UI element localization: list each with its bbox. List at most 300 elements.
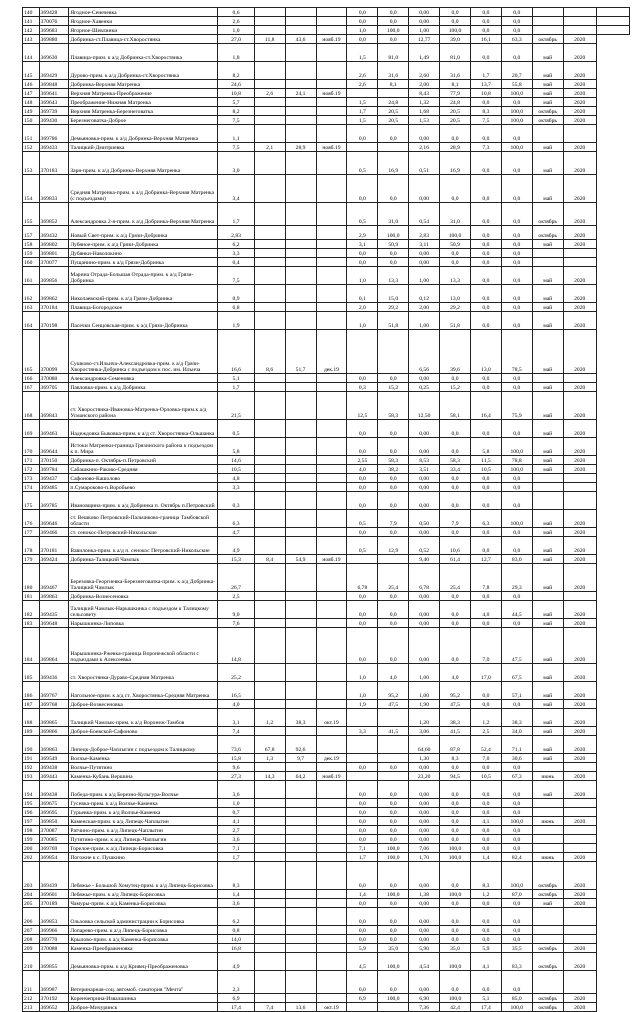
cell-len: 73,6 [218,736,254,754]
table-row [23,862,630,890]
cell-v2: 50,9 [378,240,409,249]
cell-n: 194 [23,781,40,799]
cell-v2 [378,754,409,763]
cell-v5: 6,3 [470,510,501,528]
cell-since [316,116,347,125]
cell-v1: 0,0 [347,35,378,44]
cell-len: 16,8 [218,944,254,953]
cell-len: 3,3 [218,483,254,492]
cell-b [285,564,316,592]
cell-n: 142 [23,26,40,35]
cell-id: 369852 [39,203,69,226]
cell-v7: май [532,392,563,420]
cell-v4: 0,0 [440,808,471,817]
table-row [23,1003,630,1012]
cell-since [316,736,347,754]
cell-id: 369739 [39,107,69,116]
table-row [23,899,630,908]
cell-name: Верхняя Матренка-Березнеговатка [69,107,218,116]
cell-since [316,438,347,456]
cell-b: 92,6 [285,736,316,754]
cell-id: 370076 [39,17,69,26]
cell-n: 199 [23,835,40,844]
cell-v5: 0,0 [470,537,501,555]
cell-v1: 0,0 [347,528,378,537]
cell-month [563,844,596,853]
table-row [23,564,630,592]
cell-v7: май [532,312,563,330]
cell-a [254,203,285,226]
cell-name: Ветеринарная-соц. автомоб. санатория "Мечта" [69,971,218,994]
cell-id: 369549 [39,754,69,763]
cell-v7: октябрь [532,203,563,226]
cell-b [285,899,316,908]
cell-v2: 0,0 [378,258,409,267]
cell-month [563,908,596,926]
cell-n: 145 [23,62,40,80]
cell-v1: 6,78 [347,564,378,592]
cell-len: 4,9 [218,537,254,555]
cell-v4: 13,0 [440,285,471,303]
cell-b [285,817,316,826]
cell-month [563,8,596,17]
cell-id: 370099 [39,330,69,374]
cell-n: 169 [23,420,40,438]
cell-since [316,249,347,258]
cell-len: 1,8 [218,44,254,62]
cell-b [285,844,316,853]
cell-v3: 64,60 [409,736,440,754]
cell-b [285,953,316,971]
cell-name: Добринка-Верхняя Матренка [69,80,218,89]
cell-b [285,492,316,510]
cell-v3: 1,32 [409,98,440,107]
cell-v6: 0,0 [501,808,532,817]
cell-name: Погожие к с. Пушкино [69,853,218,862]
cell-v5: 0,0 [470,383,501,392]
cell-v5: 0,0 [470,808,501,817]
cell-since [316,98,347,107]
cell-v2: 41,5 [378,727,409,736]
cell-since: нояб.19 [316,143,347,152]
cell-v1: 3,1 [347,240,378,249]
cell-v5: 7,5 [470,116,501,125]
cell-len: 1,7 [218,383,254,392]
cell-month: 2020 [563,35,596,44]
cell-v3: 0,00 [409,175,440,203]
cell-n: 151 [23,125,40,143]
cell-v3: 8,43 [409,89,440,98]
cell-v2: 15,0 [378,285,409,303]
cell-v3: 3,06 [409,727,440,736]
cell-b [285,267,316,285]
cell-v1: 0,0 [347,817,378,826]
cell-n: 211 [23,971,40,994]
cell-month: 2020 [563,564,596,592]
cell-n: 191 [23,754,40,763]
cell-b [285,890,316,899]
cell-v2: 16,9 [378,152,409,175]
cell-v5: 0,0 [470,312,501,330]
cell-n: 197 [23,817,40,826]
cell-name: Талицкий Чамлык-прим. к а/д Воронеж-Тамбов [69,709,218,727]
cell-b: 64,2 [285,772,316,781]
cell-a [254,267,285,285]
cell-v7: май [532,537,563,555]
cell-v3: 0,00 [409,763,440,772]
cell-v1: 1,0 [347,664,378,682]
cell-name: Горелое-прим. к а/д Липецк-Борисовка [69,844,218,853]
cell-v3: 8,53 [409,456,440,465]
cell-a [254,908,285,926]
table-row [23,267,630,285]
cell-v4: 16,9 [440,152,471,175]
cell-v4: 100,0 [440,226,471,240]
cell-v4: 100,0 [440,994,471,1003]
cell-name: Доброе-Мичуринск [69,1003,218,1012]
cell-v3: 0,00 [409,528,440,537]
cell-since: нояб.19 [316,555,347,564]
cell-v5: 0,0 [470,17,501,26]
cell-v3: 12,50 [409,392,440,420]
cell-len: 1,4 [218,890,254,899]
cell-a [254,492,285,510]
cell-v6: 78,8 [501,456,532,465]
cell-n: 210 [23,953,40,971]
cell-v1: 6,9 [347,994,378,1003]
table-row [23,80,630,89]
cell-id: 370192 [39,994,69,1003]
cell-v3: 1,38 [409,890,440,899]
cell-a: 1,3 [254,754,285,763]
cell-b [285,808,316,817]
table-row [23,890,630,899]
cell-id: 369485 [39,483,69,492]
cell-n: 140 [23,8,40,17]
cell-v3: 0,00 [409,125,440,143]
cell-a [254,601,285,619]
cell-v5: 0,0 [470,226,501,240]
table-row [23,44,630,62]
cell-since [316,465,347,474]
cell-len: 1,0 [218,26,254,35]
cell-month: 2020 [563,709,596,727]
cell-a [254,926,285,935]
cell-a [254,682,285,700]
cell-a [254,835,285,844]
cell-v4: 25,4 [440,564,471,592]
cell-v6: 0,0 [501,528,532,537]
cell-v5: 0,0 [470,175,501,203]
cell-len: 8,2 [218,62,254,80]
cell-v7: май [532,89,563,98]
table-row [23,727,630,736]
cell-v2: 0,0 [378,601,409,619]
cell-v2: 100,0 [378,890,409,899]
cell-v3: 5,90 [409,944,440,953]
cell-since [316,628,347,664]
cell-v1: 0,0 [347,935,378,944]
table-row [23,383,630,392]
table-row [23,312,630,330]
cell-v6: 0,0 [501,44,532,62]
cell-v3: 1,53 [409,116,440,125]
cell-n: 198 [23,826,40,835]
cell-len: 3,4 [218,175,254,203]
cell-name: Лопарево-прим. к а/д Липецк-Борисовка [69,926,218,935]
cell-v6: 63,3 [501,35,532,44]
cell-n: 207 [23,926,40,935]
cell-name: Добринка-ст.Плавица-ст.Хворостянка [69,35,218,44]
table-row [23,107,630,116]
cell-since [316,383,347,392]
cell-id: 369769 [39,844,69,853]
cell-since [316,935,347,944]
cell-n: 158 [23,240,40,249]
table-row [23,908,630,926]
cell-v2: 15,2 [378,383,409,392]
cell-v5: 0,0 [470,152,501,175]
cell-name: п.Сумароково-п.Воробьево [69,483,218,492]
cell-v4: 28,9 [440,143,471,152]
cell-v7 [532,844,563,853]
cell-v5: 16,4 [470,392,501,420]
cell-v1: 0,0 [347,808,378,817]
cell-b [285,601,316,619]
cell-v4: 0,0 [440,826,471,835]
cell-since [316,808,347,817]
cell-n: 148 [23,98,40,107]
cell-v2 [378,330,409,374]
cell-a [254,944,285,953]
table-row [23,682,630,700]
cell-len: 3,6 [218,781,254,799]
table-row [23,555,630,564]
cell-name: Доброе-Боевской-Сафоново [69,727,218,736]
cell-v5: 0,0 [470,203,501,226]
cell-v7: май [532,44,563,62]
cell-v5: 0,0 [470,98,501,107]
cell-n: 184 [23,628,40,664]
cell-len: 1,9 [218,312,254,330]
cell-month: 2020 [563,62,596,80]
cell-v4: 0,0 [440,971,471,994]
cell-id: 369767 [39,682,69,700]
cell-month [563,799,596,808]
cell-v7 [532,492,563,510]
cell-v1: 0,5 [347,510,378,528]
cell-v6: 0,0 [501,474,532,483]
cell-v6: 0,0 [501,483,532,492]
cell-v1: 2,6 [347,80,378,89]
cell-v6: 0,0 [501,258,532,267]
cell-n: 159 [23,249,40,258]
cell-since [316,682,347,700]
cell-a [254,80,285,89]
cell-id: 369652 [39,1003,69,1012]
cell-name: Преображение-Нижняя Матренка [69,98,218,107]
cell-month: 2020 [563,107,596,116]
cell-b [285,474,316,483]
cell-len: 0,4 [218,258,254,267]
cell-v4: 0,0 [440,125,471,143]
cell-a [254,483,285,492]
cell-id: 369880 [39,35,69,44]
cell-id: 369866 [39,727,69,736]
cell-v6: 0,0 [501,619,532,628]
cell-v5: 0,0 [470,528,501,537]
cell-v6: 0,0 [501,899,532,908]
cell-v2 [378,1003,409,1012]
cell-v3: 0,00 [409,935,440,944]
cell-month: 2020 [563,89,596,98]
cell-since [316,44,347,62]
cell-v7 [532,835,563,844]
cell-since [316,258,347,267]
cell-id: 370088 [39,944,69,953]
cell-month: 2020 [563,619,596,628]
cell-month [563,17,596,26]
cell-v7 [532,808,563,817]
cell-name: Павловка-прим. к а/д Добринка [69,383,218,392]
cell-id: 369466 [39,528,69,537]
cell-v7: май [532,330,563,374]
cell-n: 165 [23,330,40,374]
cell-v1: 1,5 [347,116,378,125]
cell-b [285,456,316,465]
cell-v2: 95,2 [378,682,409,700]
cell-len: 3,0 [218,152,254,175]
cell-month: 2020 [563,285,596,303]
table-row [23,17,630,26]
cell-since [316,908,347,926]
cell-v2 [378,772,409,781]
cell-id: 369644 [39,438,69,456]
cell-v7: май [532,510,563,528]
cell-v5: 11,5 [470,456,501,465]
cell-v5: 0,0 [470,835,501,844]
cell-a [254,826,285,835]
cell-name: Каменка-Кубань Вершина [69,772,218,781]
cell-v2: 0,0 [378,862,409,890]
cell-name: Доброе-Вознесеновка [69,700,218,709]
table-row [23,763,630,772]
cell-id: 369630 [39,44,69,62]
cell-v6: 0,0 [501,175,532,203]
cell-a [254,808,285,817]
cell-v4: 0,0 [440,528,471,537]
cell-since [316,125,347,143]
cell-v7: май [532,709,563,727]
cell-b [285,107,316,116]
cell-len: 24,6 [218,80,254,89]
cell-v3: 2,16 [409,143,440,152]
cell-v1: 2,6 [347,62,378,80]
cell-v5: 0,0 [470,44,501,62]
cell-v2: 20,5 [378,116,409,125]
table-row [23,799,630,808]
cell-v6: 67,3 [501,772,532,781]
cell-since: окт.19 [316,709,347,727]
cell-since [316,537,347,555]
cell-v2: 24,8 [378,98,409,107]
cell-a [254,258,285,267]
cell-v2: 0,0 [378,763,409,772]
cell-len: 15,8 [218,754,254,763]
cell-a [254,899,285,908]
cell-v3: 23,20 [409,772,440,781]
cell-v7: октябрь [532,107,563,116]
table-row [23,619,630,628]
cell-n: 171 [23,456,40,465]
cell-v3: 0,00 [409,592,440,601]
table-row [23,971,630,994]
cell-month: 2020 [563,772,596,781]
cell-len: 4,8 [218,474,254,483]
cell-v3: 1,70 [409,853,440,862]
cell-v6: 0,0 [501,700,532,709]
cell-name: Ольховка сельской администрации к Борисовка [69,908,218,926]
cell-v2: 0,0 [378,899,409,908]
cell-v7 [532,926,563,935]
cell-v1: 4,5 [347,953,378,971]
cell-v2: 100,0 [378,994,409,1003]
cell-v4: 0,0 [440,899,471,908]
cell-v6: 47,5 [501,628,532,664]
cell-id: 369966 [39,926,69,935]
cell-month: 2020 [563,537,596,555]
cell-id: 369435 [39,601,69,619]
cell-name: Пасечки Сенцовская-прим. к а/д Грязи-Добринка [69,312,218,330]
cell-id: 369675 [39,799,69,808]
cell-v1: 0,0 [347,8,378,17]
cell-b [285,700,316,709]
cell-a [254,456,285,465]
table-row [23,26,630,35]
table-row [23,835,630,844]
cell-v4: 0,0 [440,619,471,628]
cell-v2: 0,0 [378,492,409,510]
cell-v2 [378,555,409,564]
cell-month: 2020 [563,510,596,528]
cell-b [285,971,316,994]
cell-a [254,303,285,312]
cell-v2: 51,8 [378,312,409,330]
cell-name: Сабашкино-Раково-Средняя [69,465,218,474]
cell-a: 8,6 [254,330,285,374]
cell-b [285,537,316,555]
cell-id: 369987 [39,971,69,994]
cell-v3: 0,00 [409,249,440,258]
cell-v2 [378,736,409,754]
cell-b [285,383,316,392]
cell-v1: 0,0 [347,862,378,890]
cell-v3: 0,50 [409,510,440,528]
table-row [23,438,630,456]
cell-len: 26,7 [218,564,254,592]
cell-v6: 0,0 [501,826,532,835]
cell-since [316,267,347,285]
cell-v1: 0,0 [347,420,378,438]
cell-v6: 0,0 [501,926,532,935]
cell-v4: 29,2 [440,303,471,312]
cell-len: 15,3 [218,555,254,564]
cell-v7 [532,826,563,835]
cell-len: 7,6 [218,619,254,628]
cell-v3: 0,00 [409,862,440,890]
cell-a: 1,2 [254,709,285,727]
cell-v5: 4,1 [470,953,501,971]
